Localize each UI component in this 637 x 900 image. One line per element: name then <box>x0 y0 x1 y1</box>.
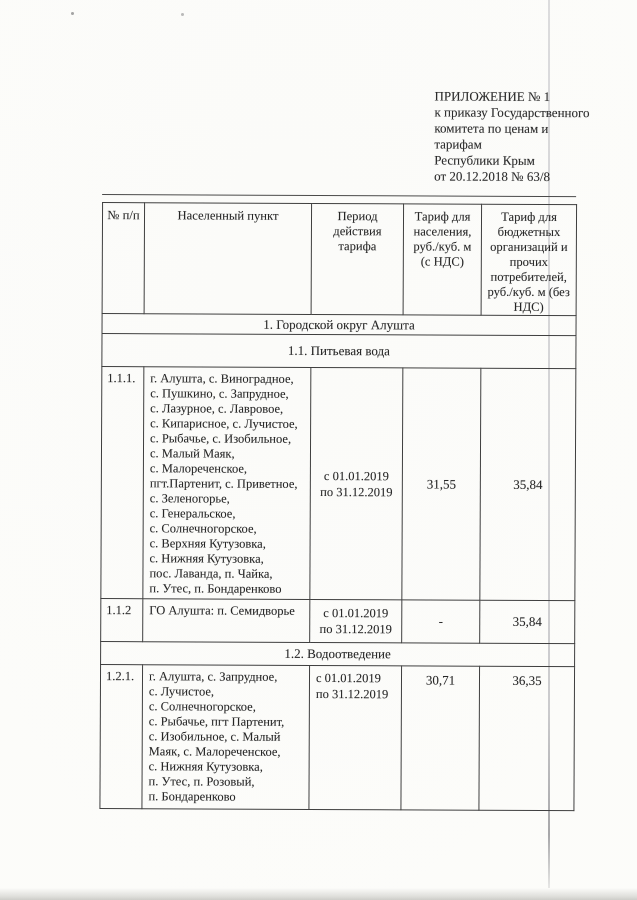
settlements-cell: г. Алушта, с. Запрудное, с. Лучистое, с. Солнечногорское, с. Рыбачье, пгт Партенит, с. Изобильное, с. Малый Маяк, с. Малореченское, с. Нижняя Кутузовка, п. Утес, п. Розовый, п. Бондаренково <box>142 665 310 810</box>
period-cell: с 01.01.2019 по 31.12.2019 <box>310 367 403 599</box>
section-row-city-district <box>102 314 576 336</box>
section-row-water-disposal <box>101 642 575 667</box>
col-header-period: Период действия тарифа <box>311 203 403 314</box>
tariff-budget-cell: 35,84 <box>480 600 575 643</box>
table-row-1-1-2 <box>101 599 575 644</box>
page-bottom-shadow <box>0 888 637 900</box>
settlements-cell: ГО Алушта: п. Семидворье <box>143 599 310 643</box>
table-row-1-2-1 <box>100 665 575 811</box>
settlements-cell: г. Алушта, с. Виноградное, с. Пушкино, с. Запрудное, с. Лазурное, с. Лавровое, с. Кипарисное, с. Лучистое, с. Рыбачье, с. Изобильное, с. Малый Маяк, с. Малореченское, пгт.Партенит, с. Приветное, с. Зеленогорье, с. Генеральское, с. Солнечногорское, с. Верхняя Кутузовка, с. Нижняя Кутузовка, пос. Лаванда, п. Чайка, п. Утес, п. Бондаренково <box>143 367 311 600</box>
period-cell: с 01.01.2019 по 31.12.2019 <box>310 599 402 642</box>
tariff-population-cell: - <box>402 600 480 643</box>
appendix-header: ПРИЛОЖЕНИЕ № 1 к приказу Государственного комитета по ценам и тарифам Республики Крым от 20.12.2018 № 63/8 <box>434 88 590 185</box>
section-row-drinking-water <box>102 334 576 369</box>
section-label-city-district: 1. Городской округ Алушта <box>102 314 576 336</box>
tariff-budget-cell: 35,84 <box>480 368 576 600</box>
row-num-cell: 1.2.1. <box>100 665 143 809</box>
table-outer-top-border <box>102 194 576 197</box>
tariff-budget-cell: 36,35 <box>479 666 575 810</box>
row-num-cell: 1.1.2 <box>101 599 143 642</box>
col-header-num: № п/п <box>102 203 144 314</box>
tariff-population-cell: 31,55 <box>402 368 481 600</box>
table-row-1-1-1 <box>101 367 576 601</box>
section-label-drinking-water: 1.1. Питьевая вода <box>102 334 576 369</box>
row-num-cell: 1.1.1. <box>101 367 144 599</box>
col-header-settlement: Населенный пункт <box>144 203 311 315</box>
tariff-table <box>99 202 577 811</box>
col-header-tariff-budget: Тариф для бюджетных организаций и прочих потребителей, руб./куб. м (без НДС) <box>481 204 576 315</box>
table-header-row <box>102 203 576 316</box>
tariff-population-cell: 30,71 <box>401 666 480 810</box>
period-cell: с 01.01.2019 по 31.12.2019 <box>309 665 402 809</box>
col-header-tariff-population: Тариф для населения, руб./куб. м (с НДС) <box>403 204 481 315</box>
section-label-water-disposal: 1.2. Водоотведение <box>101 642 575 667</box>
